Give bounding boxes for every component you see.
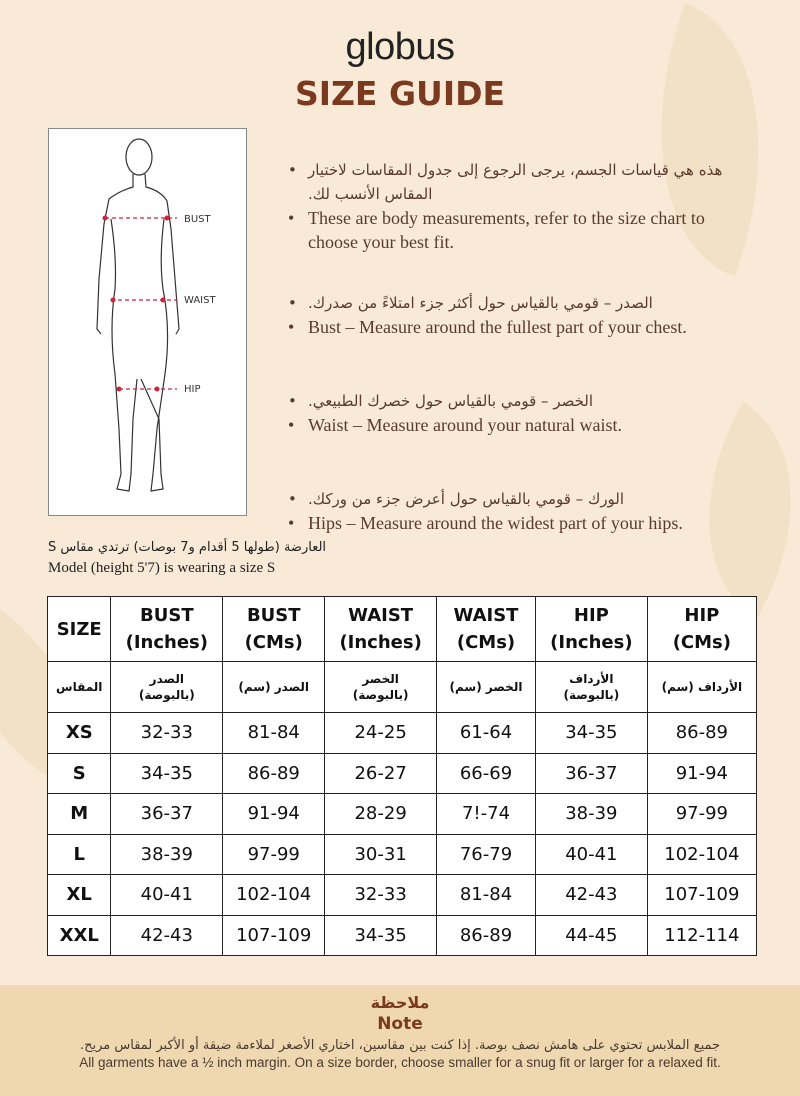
bust-label: BUST bbox=[184, 214, 211, 225]
header-label-ar: الخصر (سم) bbox=[449, 680, 523, 694]
model-info bbox=[48, 538, 326, 578]
page-title: SIZE GUIDE bbox=[294, 74, 506, 113]
header-unit: (CMs) bbox=[672, 632, 731, 653]
model-info-en: Model (height 5'7) is wearing a size S bbox=[48, 560, 276, 576]
header-unit-ar: (بالبوصة) bbox=[138, 688, 195, 702]
measurement-cell: 32-33 bbox=[111, 713, 223, 754]
size-cell: M bbox=[48, 794, 111, 835]
model-info-ar: العارضة (طولها 5 أقدام و7 بوصات) ترتدي مقاس S bbox=[48, 540, 327, 555]
hip-label: HIP bbox=[184, 384, 201, 395]
header-label-ar: المقاس bbox=[56, 680, 103, 694]
header-label-ar: الصدر bbox=[149, 672, 184, 686]
measurement-cell: 112-114 bbox=[647, 915, 756, 956]
table-row bbox=[48, 713, 757, 754]
measurement-cell: 86-89 bbox=[647, 713, 756, 754]
header-unit-ar: (بالبوصة) bbox=[563, 688, 620, 702]
measurement-cell: 42-43 bbox=[111, 915, 223, 956]
header-label: HIP bbox=[573, 605, 609, 626]
measurement-cell: 44-45 bbox=[536, 915, 648, 956]
bust-instruction-en: • Bust – Measure around the fullest part of your chest. bbox=[286, 315, 756, 339]
header-unit: (Inches) bbox=[125, 632, 208, 653]
header-unit: (CMs) bbox=[244, 632, 303, 653]
measurement-cell: 76-79 bbox=[436, 834, 535, 875]
hip-instruction-en: • Hips – Measure around the widest part of your hips. bbox=[286, 511, 756, 535]
measurement-cell: 107-109 bbox=[223, 915, 325, 956]
header-row bbox=[48, 597, 757, 662]
measurement-cell: 40-41 bbox=[111, 875, 223, 916]
measurement-cell: 34-35 bbox=[536, 713, 648, 754]
measurement-cell: 81-84 bbox=[223, 713, 325, 754]
measurement-cell: 34-35 bbox=[111, 753, 223, 794]
arabic-header-row bbox=[48, 662, 757, 713]
body-figure-diagram bbox=[48, 128, 247, 516]
note-section bbox=[0, 985, 800, 1096]
waist-instruction-ar: • الخصر – قومي بالقياس حول خصرك الطبيعي. bbox=[286, 389, 756, 413]
measurement-cell: 24-25 bbox=[325, 713, 437, 754]
table-row bbox=[48, 834, 757, 875]
size-cell: S bbox=[48, 753, 111, 794]
measurement-cell: 36-37 bbox=[536, 753, 648, 794]
measurement-cell: 7!-74 bbox=[436, 794, 535, 835]
note-title-en: Note bbox=[377, 1014, 423, 1034]
column-header bbox=[48, 597, 111, 662]
measurement-cell: 30-31 bbox=[325, 834, 437, 875]
note-text-ar: جميع الملابس تحتوي على هامش نصف بوصة. إذا كنت بين مقاسين، اختاري الأصغر لملاءمة ضيقة أو الأكبر لمقاس مريح. bbox=[79, 1038, 721, 1053]
header-label-ar: الصدر (سم) bbox=[238, 680, 310, 694]
table-row bbox=[48, 794, 757, 835]
header-label-ar: الخصر bbox=[362, 672, 399, 686]
measurement-cell: 102-104 bbox=[223, 875, 325, 916]
table-row bbox=[48, 875, 757, 916]
measurement-cell: 36-37 bbox=[111, 794, 223, 835]
header-label: WAIST bbox=[453, 605, 519, 626]
measurement-instructions bbox=[286, 158, 756, 572]
header-unit: (Inches) bbox=[339, 632, 422, 653]
measurement-cell: 66-69 bbox=[436, 753, 535, 794]
header-label-ar: الأرداف (سم) bbox=[661, 680, 743, 694]
column-header-ar bbox=[325, 662, 437, 713]
measurement-cell: 97-99 bbox=[647, 794, 756, 835]
header-label: BUST bbox=[140, 605, 194, 626]
column-header bbox=[111, 597, 223, 662]
header-label: SIZE bbox=[56, 618, 102, 640]
column-header bbox=[436, 597, 535, 662]
measurement-cell: 61-64 bbox=[436, 713, 535, 754]
header-label-ar: الأرداف bbox=[569, 672, 614, 686]
size-cell: L bbox=[48, 834, 111, 875]
bust-instruction-ar: • الصدر – قومي بالقياس حول أكثر جزء امتلاءً من صدرك. bbox=[286, 291, 756, 315]
measurement-cell: 102-104 bbox=[647, 834, 756, 875]
table-row bbox=[48, 915, 757, 956]
measurement-cell: 42-43 bbox=[536, 875, 648, 916]
measurement-cell: 91-94 bbox=[223, 794, 325, 835]
brand-logo: globus bbox=[345, 26, 455, 68]
measurement-cell: 86-89 bbox=[223, 753, 325, 794]
column-header-ar bbox=[111, 662, 223, 713]
measurement-cell: 26-27 bbox=[325, 753, 437, 794]
column-header-ar bbox=[536, 662, 648, 713]
waist-instruction-en: • Waist – Measure around your natural waist. bbox=[286, 413, 756, 437]
waist-label: WAIST bbox=[184, 295, 216, 306]
instruction-ar: • هذه هي قياسات الجسم، يرجى الرجوع إلى جدول المقاسات لاختيار المقاس الأنسب لك. bbox=[286, 158, 756, 206]
header-unit: (CMs) bbox=[456, 632, 516, 653]
measurement-cell: 97-99 bbox=[223, 834, 325, 875]
measurement-cell: 38-39 bbox=[536, 794, 648, 835]
measurement-cell: 38-39 bbox=[111, 834, 223, 875]
measurement-cell: 28-29 bbox=[325, 794, 437, 835]
column-header bbox=[223, 597, 325, 662]
note-title-ar: ملاحظة bbox=[370, 993, 430, 1012]
measurement-cell: 40-41 bbox=[536, 834, 648, 875]
header-label: HIP bbox=[684, 605, 720, 626]
instruction-en: • These are body measurements, refer to the size chart to choose your best fit. bbox=[286, 206, 756, 254]
size-table bbox=[47, 596, 757, 956]
measurement-cell: 86-89 bbox=[436, 915, 535, 956]
header-label: WAIST bbox=[348, 605, 414, 626]
measurement-cell: 34-35 bbox=[325, 915, 437, 956]
measurement-cell: 91-94 bbox=[647, 753, 756, 794]
column-header-ar bbox=[647, 662, 756, 713]
header-unit: (Inches) bbox=[550, 632, 633, 653]
header-unit-ar: (بالبوصة) bbox=[352, 688, 409, 702]
size-cell: XXL bbox=[48, 915, 111, 956]
measurement-cell: 107-109 bbox=[647, 875, 756, 916]
table-row bbox=[48, 753, 757, 794]
column-header-ar bbox=[223, 662, 325, 713]
size-cell: XS bbox=[48, 713, 111, 754]
size-cell: XL bbox=[48, 875, 111, 916]
note-text-en: All garments have a ½ inch margin. On a size border, choose smaller for a snug fit or larger for a relaxed fit. bbox=[79, 1055, 721, 1070]
column-header bbox=[536, 597, 648, 662]
measurement-cell: 32-33 bbox=[325, 875, 437, 916]
hip-instruction-ar: • الورك – قومي بالقياس حول أعرض جزء من وركك. bbox=[286, 487, 756, 511]
body-figure-illustration bbox=[49, 129, 246, 515]
measurement-cell: 81-84 bbox=[436, 875, 535, 916]
column-header bbox=[647, 597, 756, 662]
column-header-ar bbox=[436, 662, 535, 713]
column-header-ar bbox=[48, 662, 111, 713]
column-header bbox=[325, 597, 437, 662]
header-label: BUST bbox=[246, 605, 301, 626]
